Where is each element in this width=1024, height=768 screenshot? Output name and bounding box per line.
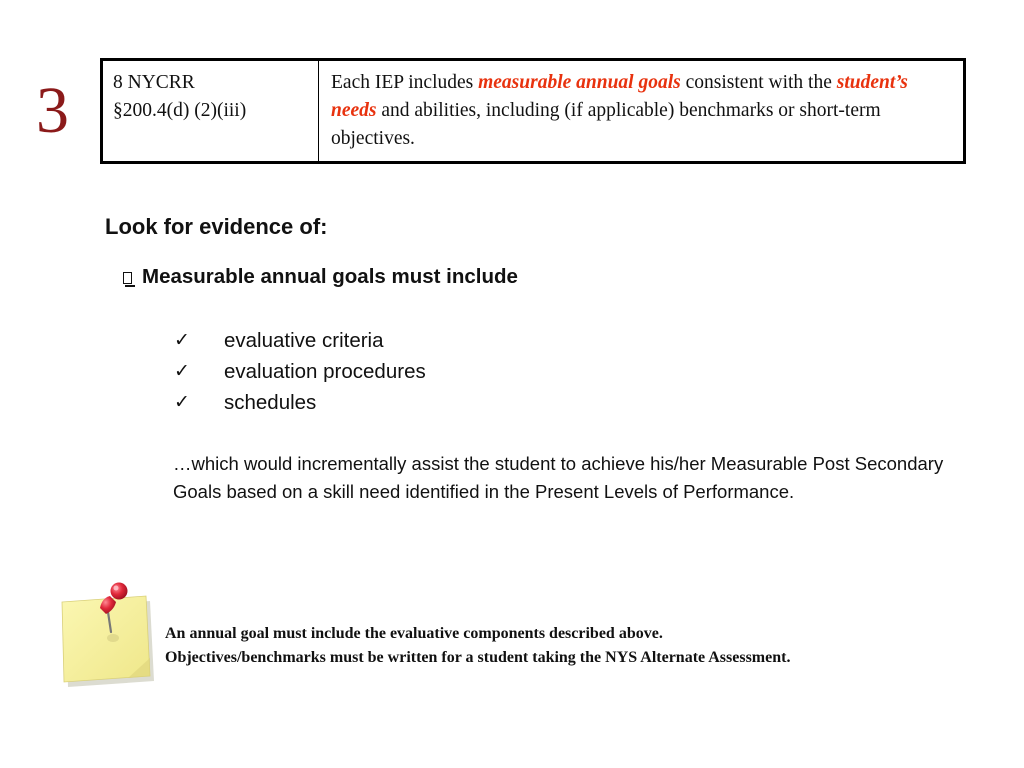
checklist-item — [174, 387, 426, 418]
checklist-item — [174, 325, 426, 356]
checklist-item-label: evaluative criteria — [224, 329, 384, 352]
regulation-text — [319, 61, 963, 161]
regulation-citation — [103, 61, 319, 161]
checklist — [174, 325, 426, 418]
note-line-1: An annual goal must include the evaluative components described above. — [165, 625, 663, 642]
note-line-2: Objectives/benchmarks must be written for a student taking the NYS Alternate Assessment. — [165, 649, 791, 666]
regulation-table — [100, 58, 966, 164]
highlight-measurable-annual-goals: measurable annual goals — [478, 72, 681, 93]
citation-line-2: §200.4(d) (2)(iii) — [113, 100, 247, 121]
checkmark-icon: ✓ — [174, 360, 190, 382]
checklist-item-label: evaluation procedures — [224, 360, 426, 383]
checklist-item — [174, 356, 426, 387]
regulation-text-part-3: and abilities, including (if applicable) benchmarks or short-term objectives. — [331, 100, 881, 149]
highlight-students-needs: student’s needs — [331, 72, 908, 121]
checkmark-icon: ✓ — [174, 329, 190, 351]
subheading — [123, 265, 518, 289]
checkbox-bullet-icon — [123, 272, 132, 284]
slide-number: 3 — [36, 74, 69, 147]
note-text — [165, 622, 790, 670]
checkmark-icon: ✓ — [174, 391, 190, 413]
checklist-item-label: schedules — [224, 391, 317, 414]
pinned-sticky-note-icon — [58, 580, 158, 690]
subheading-text: Measurable annual goals must include — [142, 265, 518, 288]
regulation-text-part-1: Each IEP includes — [331, 72, 479, 93]
explanatory-paragraph: …which would incrementally assist the student to achieve his/her Measurable Post Secondary Goals based on a skill need identified in the Present Levels of Performance. — [173, 453, 944, 502]
section-heading: Look for evidence of: — [105, 214, 328, 239]
regulation-text-part-2: consistent with the — [680, 72, 837, 93]
citation-line-1: 8 NYCRR — [113, 72, 195, 93]
